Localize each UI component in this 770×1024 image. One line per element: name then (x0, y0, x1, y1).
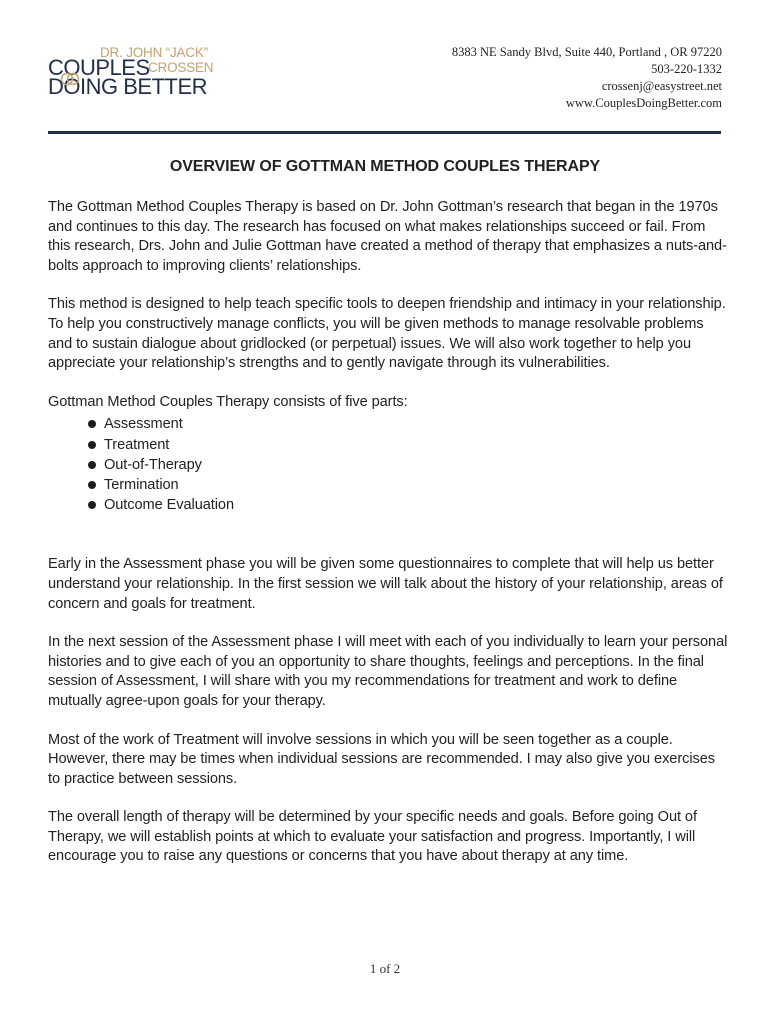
list-item-label: Termination (104, 476, 179, 493)
contact-block (452, 44, 722, 112)
document-title: OVERVIEW OF GOTTMAN METHOD COUPLES THERAPY (169, 158, 601, 175)
header-divider (48, 131, 721, 134)
bullet-icon (88, 501, 96, 509)
logo-line-dr: DR. JOHN “JACK” (100, 45, 208, 60)
list-item (88, 435, 728, 455)
email: crossenj@easystreet.net (601, 79, 722, 93)
phone: 503-220-1332 (651, 62, 722, 76)
list-item-label: Treatment (104, 436, 170, 453)
list-intro: Gottman Method Couples Therapy consists of five parts: (48, 393, 408, 410)
list-item (88, 414, 728, 434)
wedding-rings-icon (59, 72, 81, 86)
logo (48, 44, 248, 104)
bullet-icon (88, 461, 96, 469)
logo-line-crossen: CROSSEN (148, 60, 214, 75)
page-number: 1 of 2 (369, 961, 401, 976)
logo-line-doing: DOING BETTER (48, 74, 208, 99)
bullet-icon (88, 441, 96, 449)
list-item (88, 495, 728, 515)
bullet-icon (88, 481, 96, 489)
list-item-label: Outcome Evaluation (104, 497, 234, 514)
list-item-label: Assessment (104, 416, 183, 433)
address: 8383 NE Sandy Blvd, Suite 440, Portland , OR 97220 (451, 45, 722, 59)
paragraph-next-session: In the next session of the Assessment phase I will meet with each of you individually to learn your personal histories and to give each of you an opportunity to share thoughts, feelings and perceptions. In the final session of Assessment, I will share with you my recommendations for treatment and work to define mutually agree-upon goals for your therapy. (48, 634, 728, 709)
list-item (88, 455, 728, 475)
paragraph-treatment: Most of the work of Treatment will involve sessions in which you will be seen together as a couple. However, there may be times when individual sessions are recommended. I may also give you exercises to practice between sessions. (48, 731, 715, 787)
logo-line-couples: COUPLES (48, 55, 150, 80)
paragraph-length: The overall length of therapy will be determined by your specific needs and goals. Before going Out of Therapy, we will establish points at which to evaluate your satisfaction and progress. Importantly, I will encourage you to raise any questions or concerns that you have about therapy at any time. (48, 809, 697, 865)
list-item (88, 475, 728, 495)
paragraph-method: This method is designed to help teach specific tools to deepen friendship and intimacy in your relationship. To help you constructively manage conflicts, you will be given methods to manage resolvable problems and to sustain dialogue about gridlocked (or perpetual) issues. We will also work together to help you appreciate your relationship’s strengths and to gently navigate through its vulnerabilities. (48, 296, 726, 372)
bullet-icon (88, 420, 96, 428)
section-spacer (48, 515, 728, 555)
paragraph-intro: The Gottman Method Couples Therapy is based on Dr. John Gottman’s research that began in the 1970s and continues to this day. The research has focused on what makes relationships succeed or fail. From this research, Drs. John and Julie Gottman have created a method of therapy that emphasizes a nuts-and-bolts approach to improving clients’ relationships. (48, 199, 727, 274)
paragraph-assessment: Early in the Assessment phase you will be given some questionnaires to complete that will help us better understand your relationship. In the first session we will talk about the history of your relationship, areas of concern and goals for treatment. (48, 556, 723, 612)
document-body (48, 198, 728, 886)
list-item-label: Out-of-Therapy (104, 456, 202, 473)
website: www.CouplesDoingBetter.com (565, 96, 722, 110)
parts-list (48, 414, 728, 515)
